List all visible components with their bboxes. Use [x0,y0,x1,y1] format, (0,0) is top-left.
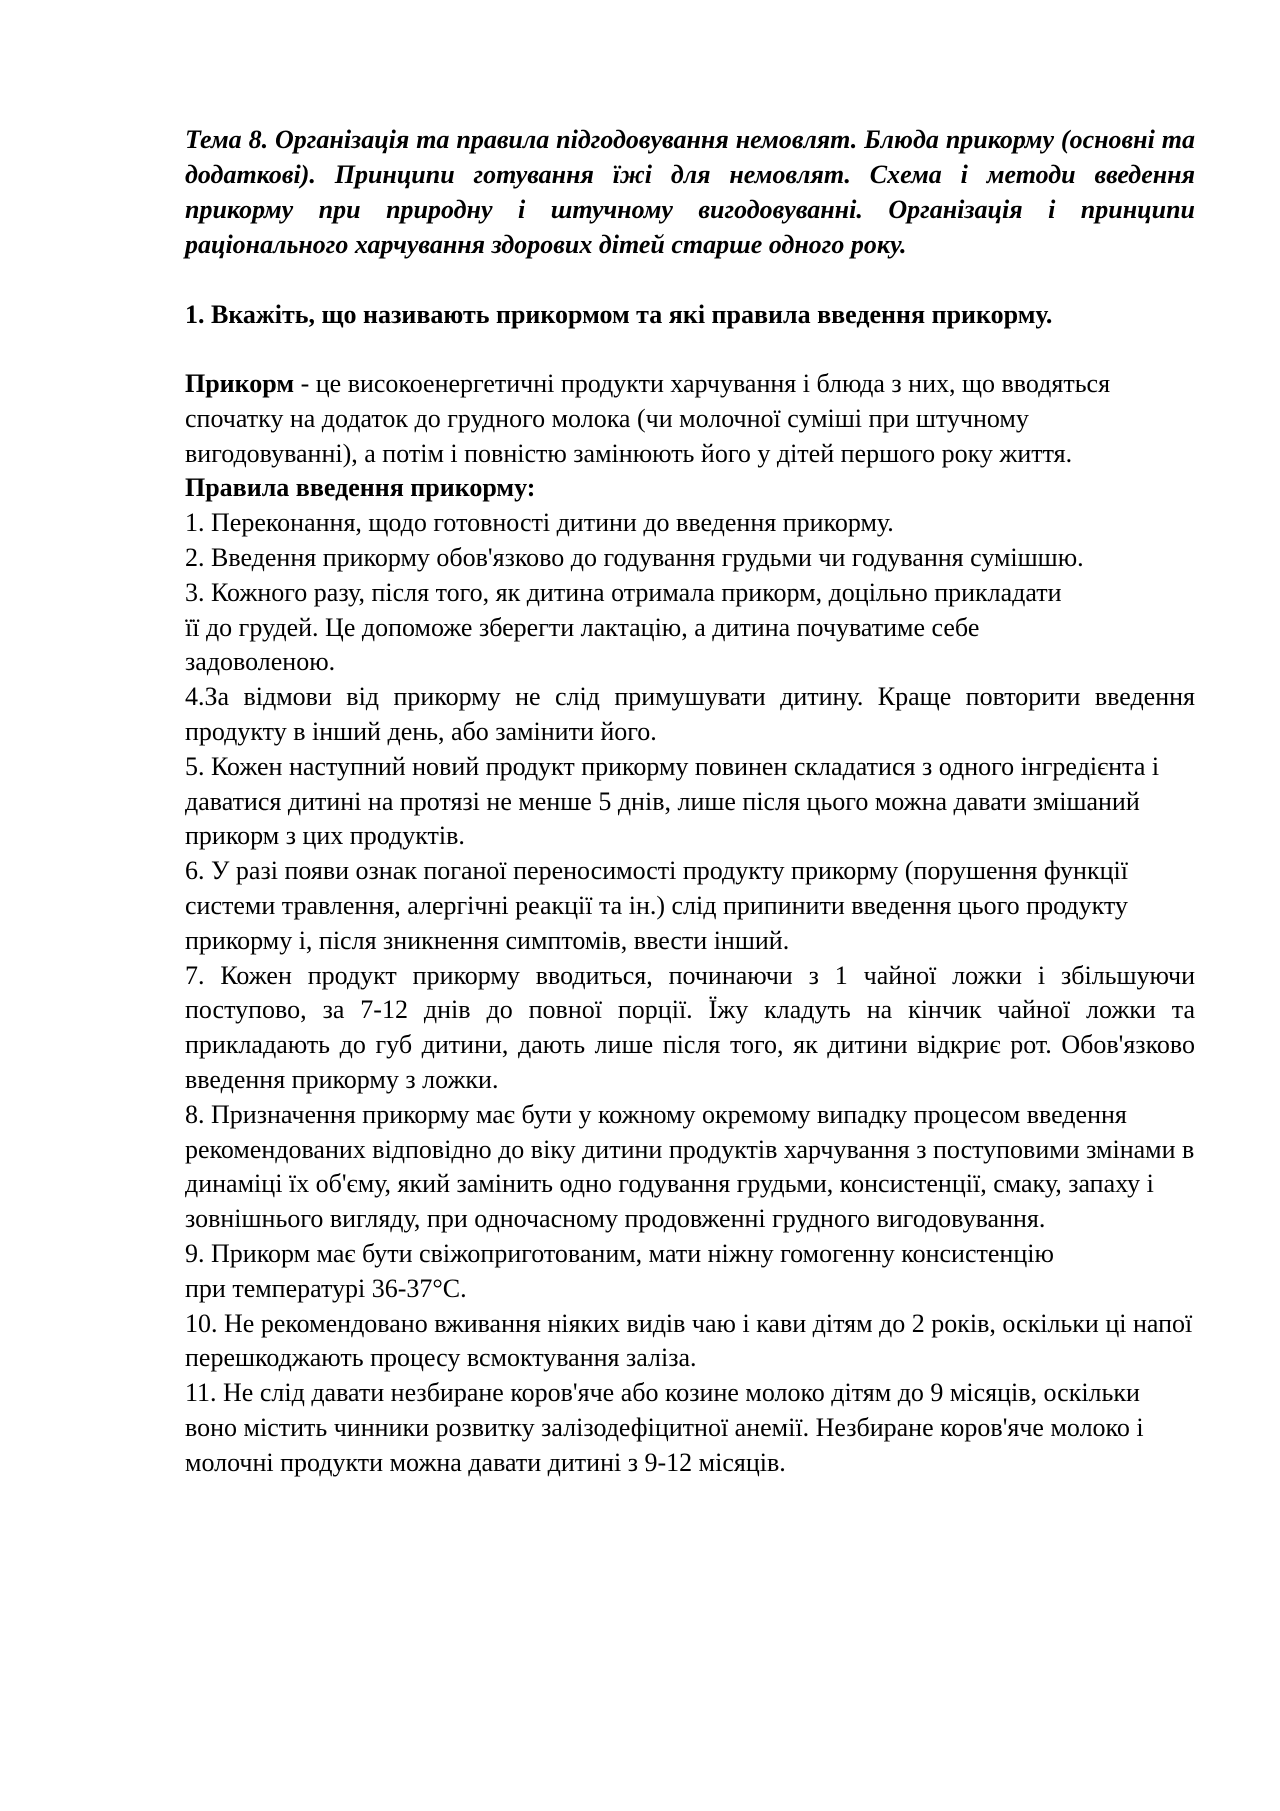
rule-item: 7. Кожен продукт прикорму вводиться, починаючи з 1 чайної ложки і збільшуючи поступово, за 7-12 днів до повної порції. Їжу кладуть на кінчик чайної ложки та прикладають до губ дитини, дають лише після того, як дитини відкриє рот. Обов'язково введення прикорму з ложки. [185,960,1195,1094]
rule-item: 9. Прикорм має бути свіжоприготованим, мати ніжну гомогенну консистенцію при температурі 36-37°С. [185,1238,1054,1303]
rule-item: 5. Кожен наступний новий продукт прикорму повинен складатися з одного інгредієнта і даватися дитині на протязі не менше 5 днів, лише після цього можна давати змішаний прикорм з цих продуктів. [185,751,1160,851]
definition-text: - це високоенергетичні продукти харчування і блюда з них, що вводяться спочатку на додаток до грудного молока (чи молочної суміші при штучному вигодовуванні), а потім і повністю замінюють його у дітей першого року життя. [185,369,1111,468]
rule-item: 10. Не рекомендовано вживання ніяких видів чаю і кави дітям до 2 років, оскільки ці напої перешкоджають процесу всмоктування заліза. [185,1308,1193,1373]
rules-heading: Правила введення прикорму: [185,473,536,503]
document-page [185,122,1195,1481]
question-heading: 1. Вкажіть, що називають прикормом та які правила введення прикорму. [185,300,1053,329]
topic-heading: Тема 8. Організація та правила підгодовування немовлят. Блюда прикорму (основні та додаткові). Принципи готування їжі для немовлят. Схема і методи введення прикорму при природну і штучному вигодовуванні. Організація і принципи раціонального харчування здорових дітей старше одного року. [185,125,1195,259]
rule-item: 11. Не слід давати незбиране коров'яче або козине молоко дітям до 9 місяців, оскільки воно містить чинники розвитку залізодефіцитної анемії. Незбиране коров'яче молоко і молочні продукти можна давати дитині з 9-12 місяців. [185,1378,1144,1477]
rule-item: 3. Кожного разу, після того, як дитина отримала прикорм, доцільно прикладати її до грудей. Це допоможе зберегти лактацію, а дитина почуватиме себе задоволеною. [185,577,1062,677]
rule-item: 8. Призначення прикорму має бути у кожному окремому випадку процесом введення рекомендованих відповідно до віку дитини продуктів харчування з поступовими змінами в динаміці їх об'єму, який замінить одно годування грудьми, консистенції, смаку, запаху і зовнішнього вигляду, при одночасному продовженні грудного вигодовування. [185,1099,1195,1234]
rule-item: 1. Переконання, щодо готовності дитини до введення прикорму. [185,508,894,538]
definition-term: Прикорм [185,369,295,398]
rule-item: 6. У разі появи ознак поганої переносимості продукту прикорму (порушення функції системи травлення, алергічні реакції та ін.) слід припинити введення цього продукту прикорму і, після зникнення симптомів, ввести інший. [185,856,1128,955]
rule-item: 4.За відмови від прикорму не слід примушувати дитину. Краще повторити введення продукту в інший день, або замінити його. [185,682,1195,746]
answer-body [185,367,1195,1481]
definition-paragraph [185,367,1195,471]
rule-item: 2. Введення прикорму обов'язково до годування грудьми чи годування сумішшю. [185,542,1084,572]
